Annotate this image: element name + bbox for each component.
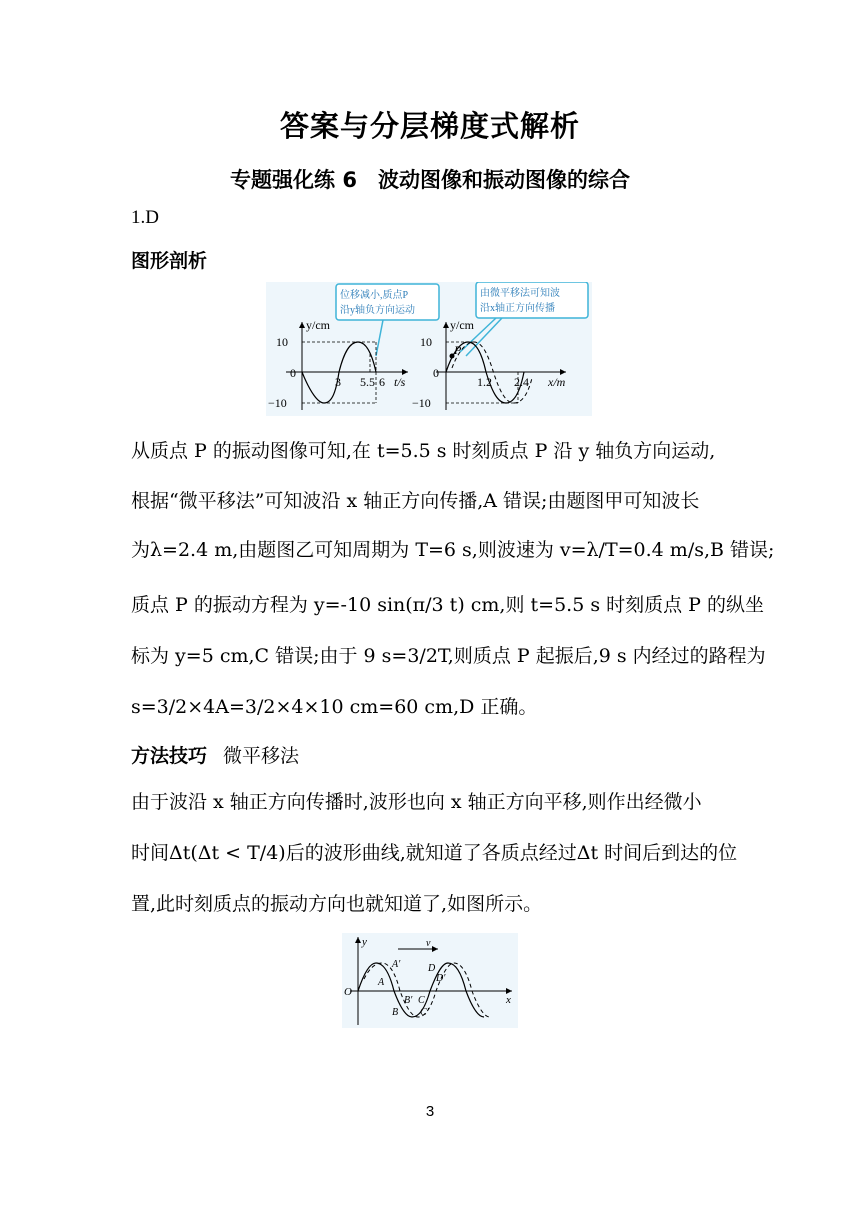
fig2-point-a: A [378, 977, 385, 988]
wave-x-tick-2.4: 2.4 [514, 375, 529, 389]
callout-right-line2: 沿x轴正方向传播 [480, 303, 555, 314]
body-line-4: 质点 P 的振动方程为 y=-10 sin(π/3 t) cm,则 t=5.5 s 时刻质点 P 的纵坐 [131, 594, 764, 616]
wave-y-tick-10: 10 [420, 335, 432, 349]
vibration-graph [268, 318, 408, 410]
page-title: 答案与分层梯度式解析 [279, 109, 580, 143]
wave-x-tick-1.2: 1.2 [477, 375, 492, 389]
fig2-origin-label: O [344, 986, 352, 998]
wave-y-tick-0: 0 [433, 366, 439, 380]
figure-micro-shift-method [342, 933, 518, 1028]
wave-point-p-label: P [454, 343, 462, 357]
vib-y-axis-label: y/cm [306, 318, 330, 332]
method-tip-name: 微平移法 [223, 745, 300, 767]
fig2-point-d: D [428, 963, 436, 974]
callout-left-line1: 位移减小,质点P [340, 290, 409, 301]
vib-y-tick-0: 0 [290, 366, 296, 380]
callout-left-line2: 沿y轴负方向运动 [340, 305, 415, 316]
body-line-1: 从质点 P 的振动图像可知,在 t=5.5 s 时刻质点 P 沿 y 轴负方向运动, [131, 440, 716, 462]
vib-x-tick-3: 3 [335, 375, 341, 389]
wave-x-axis-label: x/m [548, 375, 566, 389]
method-line-2: 时间Δt(Δt < T/4)后的波形曲线,就知道了各质点经过Δt 时间后到达的位 [131, 842, 738, 864]
vib-y-tick-neg10: −10 [268, 396, 287, 410]
question-number: 1.D [131, 207, 159, 228]
body-line-2: 根据“微平移法”可知波沿 x 轴正方向传播,A 错误;由题图甲可知波长 [131, 490, 700, 512]
fig2-x-label: x [506, 994, 511, 1006]
figure-analysis-heading: 图形剖析 [131, 250, 208, 272]
fig2-point-b-prime: B′ [404, 995, 413, 1006]
method-tip-heading [131, 741, 299, 768]
wave-y-tick-neg10: −10 [412, 396, 431, 410]
fig2-point-a-prime: A′ [392, 959, 401, 970]
method-tip-label: 方法技巧 [131, 745, 208, 767]
vib-x-tick-5.5: 5.5 [360, 375, 375, 389]
method-line-1: 由于波沿 x 轴正方向传播时,波形也向 x 轴正方向平移,则作出经微小 [131, 791, 702, 813]
page-number: 3 [425, 1103, 435, 1120]
wave-y-axis-label: y/cm [450, 318, 474, 332]
vib-x-axis-label: t/s [394, 375, 406, 389]
vib-x-tick-6: 6 [379, 375, 385, 389]
section-subtitle: 专题强化练 6 波动图像和振动图像的综合 [230, 168, 630, 192]
fig2-point-c-prime: C′ [420, 1007, 429, 1018]
body-line-5: 标为 y=5 cm,C 错误;由于 9 s=3/2T,则质点 P 起振后,9 s 内经过的路程为 [131, 645, 766, 667]
figure-graph-analysis [266, 282, 592, 416]
callout-right-line1: 由微平移法可知波 [480, 288, 560, 299]
fig2-velocity-label: v [426, 938, 431, 949]
vib-y-tick-10: 10 [276, 335, 288, 349]
fig2-point-b: B [392, 1007, 399, 1018]
fig2-point-c: C [418, 995, 425, 1006]
body-line-3: 为λ=2.4 m,由题图乙可知周期为 T=6 s,则波速为 v=λ/T=0.4 m/s,B 错误; [131, 539, 775, 561]
body-line-6: s=3/2×4A=3/2×4×10 cm=60 cm,D 正确。 [131, 696, 538, 718]
fig2-y-label: y [362, 936, 367, 948]
method-line-3: 置,此时刻质点的振动方向也就知道了,如图所示。 [131, 893, 543, 915]
fig2-point-d-prime: D′ [436, 973, 446, 984]
